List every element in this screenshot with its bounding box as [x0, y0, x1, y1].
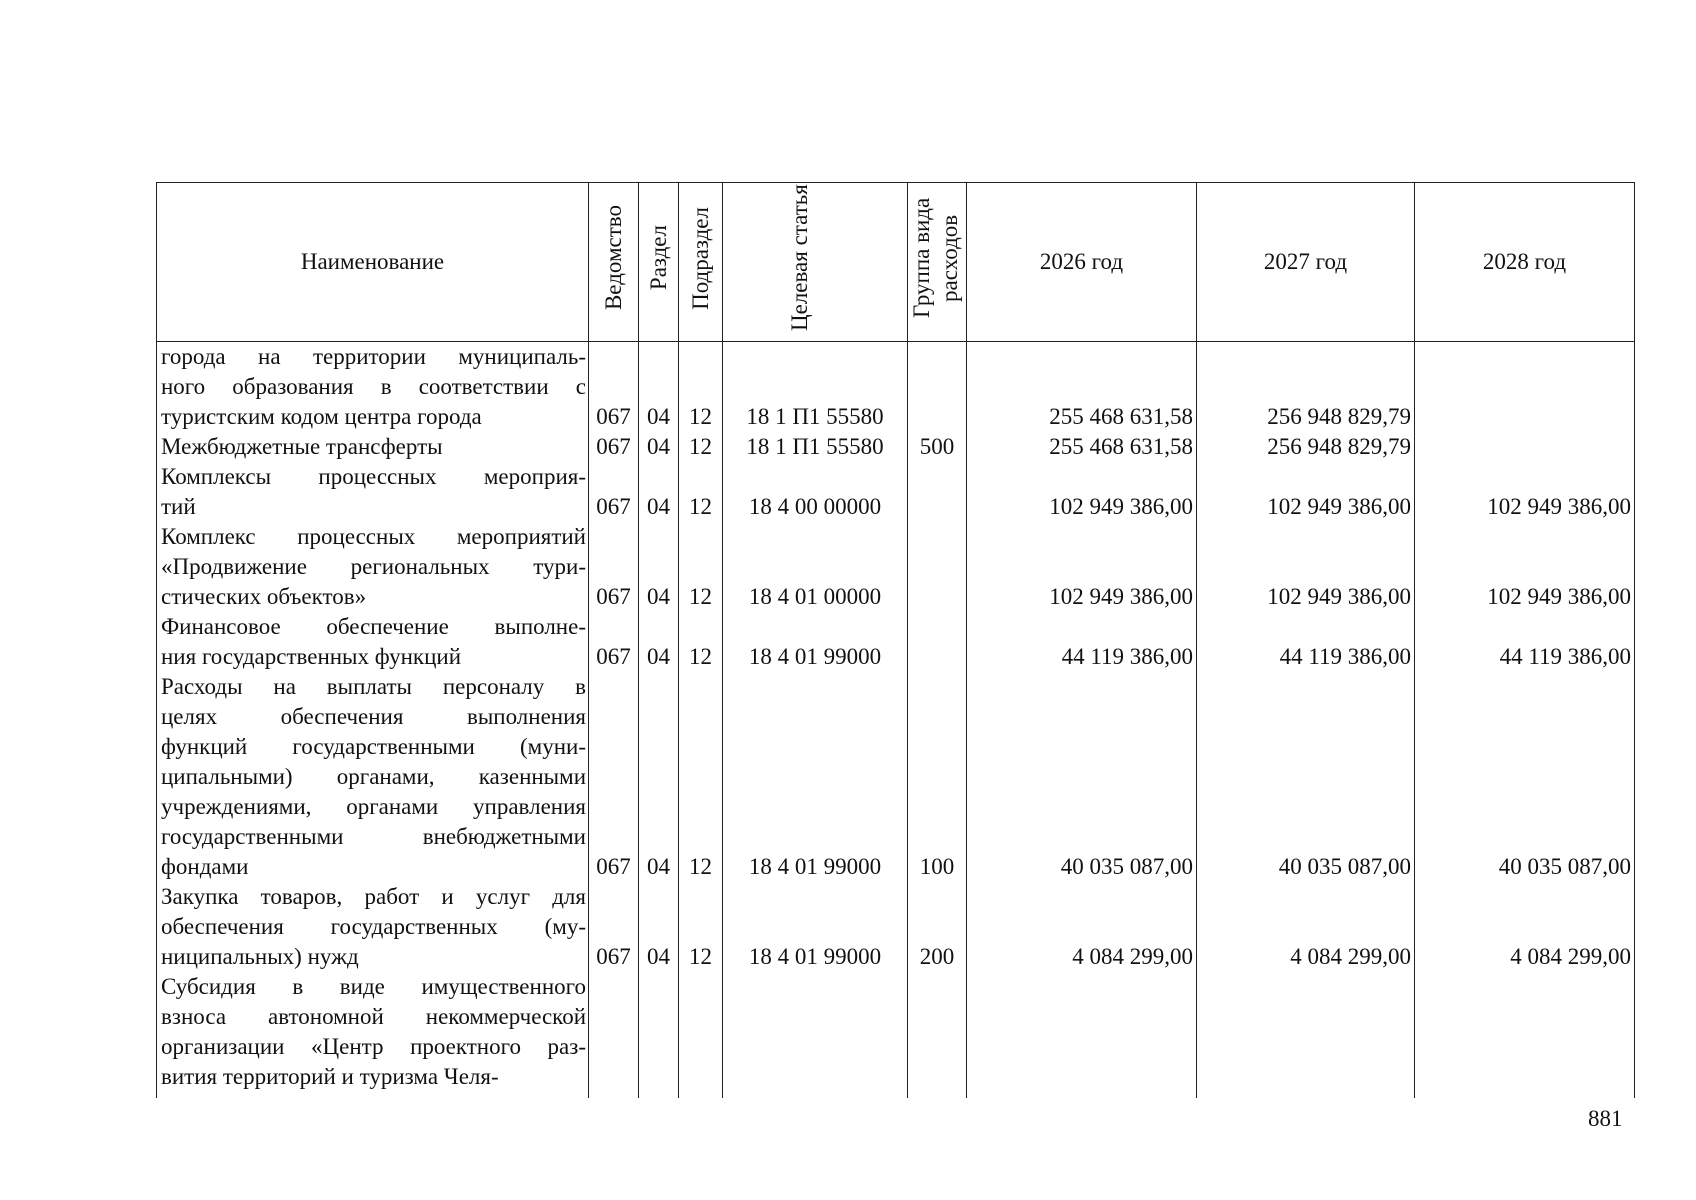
- name-line: обеспечения государственных (му-: [161, 914, 586, 939]
- cell-name: [157, 972, 589, 1098]
- cell-2028: 102 949 386,00: [1415, 522, 1635, 612]
- name-line: Субсидия в виде имущественного: [161, 974, 586, 999]
- cell-section: 04: [639, 672, 679, 882]
- header-expense-group: Группа вида расходов: [908, 183, 967, 342]
- cell-2027: 4 084 299,00: [1197, 882, 1415, 972]
- cell-section: 04: [639, 462, 679, 522]
- name-line: города на территории муниципаль-: [161, 344, 586, 369]
- cell-department: 067: [589, 342, 639, 433]
- cell-section: 04: [639, 522, 679, 612]
- cell-subsection: 12: [679, 612, 723, 672]
- table-row: [157, 432, 1635, 462]
- name-line: фондами: [161, 854, 249, 879]
- cell-expense-group: [908, 462, 967, 522]
- name-line: туристским кодом центра города: [161, 404, 482, 429]
- page-number: 881: [1588, 1106, 1623, 1131]
- name-line: «Продвижение региональных тури-: [161, 554, 586, 579]
- table-row: [157, 882, 1635, 972]
- cell-section: 04: [639, 342, 679, 433]
- cell-name: [157, 672, 589, 882]
- cell-2026: 44 119 386,00: [967, 612, 1197, 672]
- cell-target-article: 18 1 П1 55580: [723, 432, 908, 462]
- cell-department: 067: [589, 612, 639, 672]
- cell-section: 04: [639, 612, 679, 672]
- cell-section: 04: [639, 882, 679, 972]
- table-row: [157, 612, 1635, 672]
- cell-subsection: 12: [679, 672, 723, 882]
- cell-subsection: 12: [679, 462, 723, 522]
- cell-2028: [1415, 972, 1635, 1098]
- header-2028: 2028 год: [1415, 183, 1635, 342]
- cell-2028: 4 084 299,00: [1415, 882, 1635, 972]
- cell-expense-group: 100: [908, 672, 967, 882]
- name-line: стических объектов»: [161, 584, 367, 609]
- name-line: Закупка товаров, работ и услуг для: [161, 884, 586, 909]
- cell-name: [157, 462, 589, 522]
- name-line: Комплекс процессных мероприятий: [161, 524, 586, 549]
- cell-2026: 4 084 299,00: [967, 882, 1197, 972]
- table-row: [157, 672, 1635, 882]
- cell-expense-group: [908, 342, 967, 433]
- cell-2026: 255 468 631,58: [967, 432, 1197, 462]
- cell-department: [589, 972, 639, 1098]
- cell-2026: 102 949 386,00: [967, 522, 1197, 612]
- header-2027: 2027 год: [1197, 183, 1415, 342]
- cell-expense-group: 500: [908, 432, 967, 462]
- cell-2028: [1415, 342, 1635, 433]
- cell-2027: 256 948 829,79: [1197, 432, 1415, 462]
- table-row: [157, 462, 1635, 522]
- header-name: Наименование: [157, 183, 589, 342]
- cell-expense-group: 200: [908, 882, 967, 972]
- cell-target-article: 18 4 01 00000: [723, 522, 908, 612]
- cell-target-article: [723, 972, 908, 1098]
- cell-subsection: 12: [679, 882, 723, 972]
- cell-expense-group: [908, 612, 967, 672]
- budget-table: [156, 182, 1635, 1098]
- name-line: Расходы на выплаты персоналу в: [161, 674, 586, 699]
- cell-name: [157, 882, 589, 972]
- cell-section: [639, 972, 679, 1098]
- cell-name: [157, 522, 589, 612]
- cell-target-article: 18 4 01 99000: [723, 672, 908, 882]
- cell-2026: 40 035 087,00: [967, 672, 1197, 882]
- cell-department: 067: [589, 432, 639, 462]
- name-line: ного образования в соответствии с: [161, 374, 586, 399]
- name-line: государственными внебюджетными: [161, 824, 586, 849]
- cell-target-article: 18 1 П1 55580: [723, 342, 908, 433]
- cell-2026: 102 949 386,00: [967, 462, 1197, 522]
- cell-2027: 44 119 386,00: [1197, 612, 1415, 672]
- table-row: [157, 522, 1635, 612]
- name-line: учреждениями, органами управления: [161, 794, 586, 819]
- header-2026: 2026 год: [967, 183, 1197, 342]
- table-header-row: [157, 183, 1635, 342]
- name-line: целях обеспечения выполнения: [161, 704, 586, 729]
- cell-2027: [1197, 972, 1415, 1098]
- cell-2028: 40 035 087,00: [1415, 672, 1635, 882]
- name-line: Финансовое обеспечение выполне-: [161, 614, 586, 639]
- cell-department: 067: [589, 672, 639, 882]
- table-row: [157, 342, 1635, 433]
- cell-target-article: 18 4 00 00000: [723, 462, 908, 522]
- cell-department: 067: [589, 462, 639, 522]
- cell-2028: 102 949 386,00: [1415, 462, 1635, 522]
- table-row: [157, 972, 1635, 1098]
- header-subsection: Подраздел: [679, 183, 723, 342]
- cell-target-article: 18 4 01 99000: [723, 882, 908, 972]
- name-line: функций государственными (муни-: [161, 734, 586, 759]
- name-line: Межбюджетные трансферты: [161, 434, 443, 459]
- cell-name: [157, 342, 589, 433]
- name-line: вития территорий и туризма Челя-: [161, 1064, 499, 1089]
- name-line: тий: [161, 494, 196, 519]
- name-line: организации «Центр проектного раз-: [161, 1034, 586, 1059]
- cell-subsection: 12: [679, 342, 723, 433]
- cell-2026: 255 468 631,58: [967, 342, 1197, 433]
- name-line: ния государственных функций: [161, 644, 461, 669]
- cell-subsection: 12: [679, 522, 723, 612]
- cell-expense-group: [908, 522, 967, 612]
- cell-department: 067: [589, 882, 639, 972]
- cell-subsection: [679, 972, 723, 1098]
- cell-2026: [967, 972, 1197, 1098]
- name-line: ниципальных) нужд: [161, 944, 359, 969]
- cell-2027: 102 949 386,00: [1197, 462, 1415, 522]
- cell-name: [157, 612, 589, 672]
- cell-section: 04: [639, 432, 679, 462]
- header-department: Ведомство: [589, 183, 639, 342]
- cell-subsection: 12: [679, 432, 723, 462]
- name-line: ципальными) органами, казенными: [161, 764, 586, 789]
- cell-2027: 102 949 386,00: [1197, 522, 1415, 612]
- cell-department: 067: [589, 522, 639, 612]
- cell-2027: 40 035 087,00: [1197, 672, 1415, 882]
- cell-2028: [1415, 432, 1635, 462]
- cell-name: [157, 432, 589, 462]
- header-target-article: Целевая статья: [723, 183, 908, 342]
- cell-target-article: 18 4 01 99000: [723, 612, 908, 672]
- cell-2027: 256 948 829,79: [1197, 342, 1415, 433]
- table-body: [157, 342, 1635, 1099]
- cell-expense-group: [908, 972, 967, 1098]
- header-section: Раздел: [639, 183, 679, 342]
- name-line: взноса автономной некоммерческой: [161, 1004, 586, 1029]
- name-line: Комплексы процессных мероприя-: [161, 464, 586, 489]
- cell-2028: 44 119 386,00: [1415, 612, 1635, 672]
